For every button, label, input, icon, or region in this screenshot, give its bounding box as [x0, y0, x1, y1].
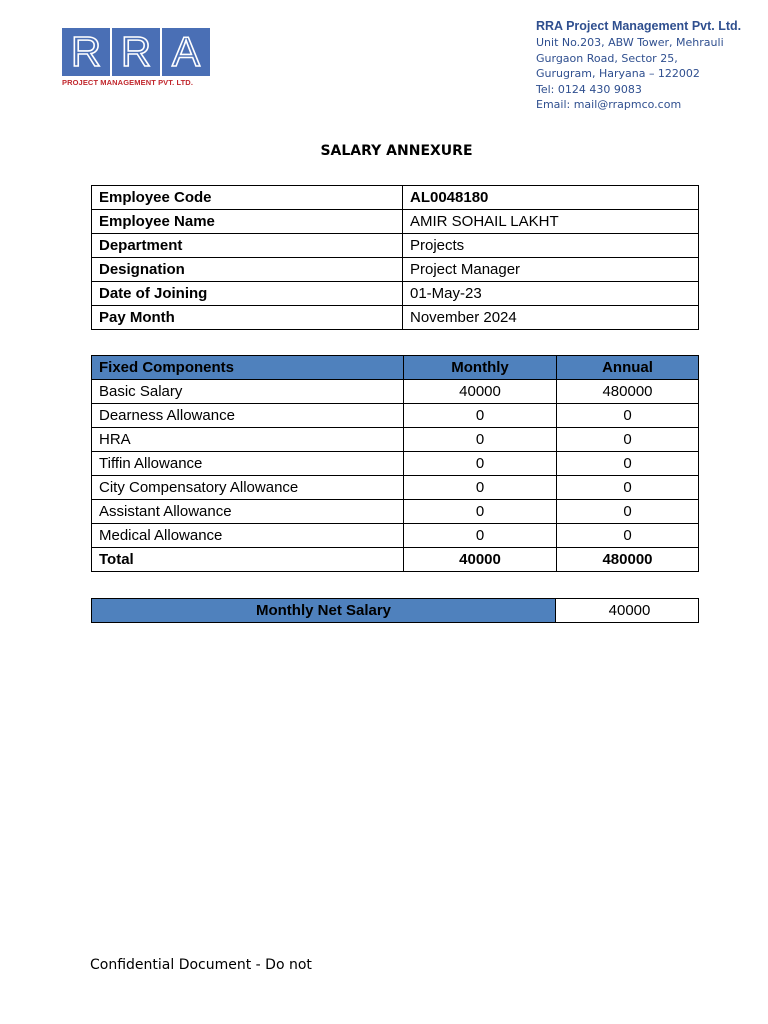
- confidential-footer: Confidential Document - Do not: [90, 957, 312, 973]
- total-monthly: 40000: [404, 548, 557, 572]
- department-value: Projects: [403, 234, 699, 258]
- company-address-block: [536, 18, 756, 113]
- annual-header: Annual: [557, 356, 699, 380]
- date-of-joining-label: Date of Joining: [92, 282, 403, 306]
- employee-name-value: AMIR SOHAIL LAKHT: [403, 210, 699, 234]
- table-row: [92, 380, 699, 404]
- table-row: [92, 186, 699, 210]
- component-monthly: 40000: [404, 380, 557, 404]
- logo-box-2: [112, 28, 160, 76]
- component-annual: 0: [557, 428, 699, 452]
- table-row: [92, 500, 699, 524]
- table-row: [92, 452, 699, 476]
- component-monthly: 0: [404, 476, 557, 500]
- table-row: [92, 210, 699, 234]
- component-monthly: 0: [404, 452, 557, 476]
- logo-letter: R: [70, 28, 102, 75]
- total-row: [92, 548, 699, 572]
- company-phone: Tel: 0124 430 9083: [536, 82, 642, 96]
- employee-code-label: Employee Code: [92, 186, 403, 210]
- employee-name-label: Employee Name: [92, 210, 403, 234]
- table-row: [92, 306, 699, 330]
- pay-month-label: Pay Month: [92, 306, 403, 330]
- date-of-joining-value: 01-May-23: [403, 282, 699, 306]
- table-row: [92, 599, 699, 623]
- logo-letter: A: [171, 28, 200, 75]
- net-salary-table: [91, 598, 699, 623]
- logo-subtitle: PROJECT MANAGEMENT PVT. LTD.: [62, 78, 193, 87]
- component-monthly: 0: [404, 428, 557, 452]
- designation-value: Project Manager: [403, 258, 699, 282]
- logo-letters: [62, 28, 212, 76]
- component-name: City Compensatory Allowance: [92, 476, 404, 500]
- component-annual: 480000: [557, 380, 699, 404]
- table-row: [92, 476, 699, 500]
- company-name: RRA Project Management Pvt. Ltd.: [536, 19, 742, 33]
- employee-code-value: AL0048180: [403, 186, 699, 210]
- component-monthly: 0: [404, 524, 557, 548]
- monthly-header: Monthly: [404, 356, 557, 380]
- logo-box-1: [62, 28, 110, 76]
- table-row: [92, 428, 699, 452]
- table-header-row: [92, 356, 699, 380]
- component-name: Tiffin Allowance: [92, 452, 404, 476]
- department-label: Department: [92, 234, 403, 258]
- total-annual: 480000: [557, 548, 699, 572]
- employee-info-table: [91, 185, 699, 330]
- component-annual: 0: [557, 404, 699, 428]
- fixed-components-table: [91, 355, 699, 572]
- company-email: Email: mail@rrapmco.com: [536, 98, 682, 112]
- company-logo: [62, 28, 212, 87]
- pay-month-value: November 2024: [403, 306, 699, 330]
- component-name: Basic Salary: [92, 380, 404, 404]
- address-line-3: Gurugram, Haryana – 122002: [536, 67, 700, 81]
- table-row: [92, 234, 699, 258]
- component-name: Dearness Allowance: [92, 404, 404, 428]
- component-monthly: 0: [404, 404, 557, 428]
- logo-box-3: [162, 28, 210, 76]
- address-line-1: Unit No.203, ABW Tower, Mehrauli: [536, 36, 724, 49]
- component-name: Medical Allowance: [92, 524, 404, 548]
- table-row: [92, 404, 699, 428]
- component-name: Assistant Allowance: [92, 500, 404, 524]
- net-salary-label: Monthly Net Salary: [92, 599, 556, 623]
- component-annual: 0: [557, 500, 699, 524]
- component-annual: 0: [557, 452, 699, 476]
- net-salary-value: 40000: [556, 599, 699, 623]
- table-row: [92, 258, 699, 282]
- total-label: Total: [92, 548, 404, 572]
- component-name: HRA: [92, 428, 404, 452]
- component-annual: 0: [557, 476, 699, 500]
- logo-letter: R: [120, 28, 152, 75]
- table-row: [92, 524, 699, 548]
- component-annual: 0: [557, 524, 699, 548]
- address-line-2: Gurgaon Road, Sector 25,: [536, 51, 678, 65]
- table-row: [92, 282, 699, 306]
- component-monthly: 0: [404, 500, 557, 524]
- designation-label: Designation: [92, 258, 403, 282]
- components-header: Fixed Components: [92, 356, 404, 380]
- document-title: SALARY ANNEXURE: [320, 143, 473, 159]
